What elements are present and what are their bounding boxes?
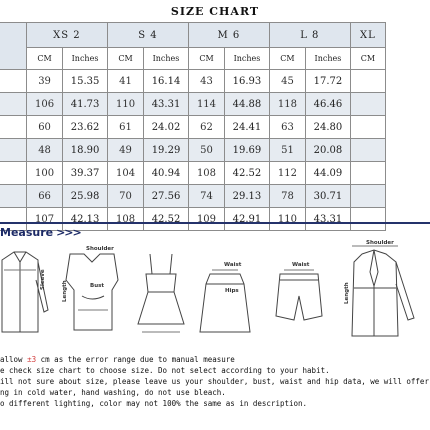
shirt-sketch-icon xyxy=(2,252,48,332)
inches-value: 42.52 xyxy=(225,162,270,185)
inches-value: 17.72 xyxy=(306,70,351,93)
skirt-sketch-icon xyxy=(200,270,250,332)
size-header: M 6 xyxy=(188,23,269,48)
cm-value: 118 xyxy=(269,93,305,116)
measurement-name xyxy=(0,139,26,162)
shoulder-label: Shoulder xyxy=(366,240,394,246)
cm-value: 62 xyxy=(188,116,224,139)
note-text: ill not sure about size, please leave us your shoulder, bust, waist and hip data, we will offer xyxy=(0,377,429,386)
note-text: o different lighting, color may not 100% the same as in description. xyxy=(0,399,308,408)
cm-value: 49 xyxy=(107,139,143,162)
inches-value: 44.88 xyxy=(225,93,270,116)
cm-value: 61 xyxy=(107,116,143,139)
note-line xyxy=(0,387,430,398)
cami-dress-sketch-icon xyxy=(138,254,184,332)
row-name-header xyxy=(0,23,26,70)
measurement-name xyxy=(0,162,26,185)
inches-value: 46.46 xyxy=(306,93,351,116)
cm-value: 48 xyxy=(26,139,62,162)
hips-label: Hips xyxy=(225,288,239,294)
unit-header-cm: CM xyxy=(188,48,224,70)
garment-sketches xyxy=(0,240,430,352)
cm-value: 106 xyxy=(26,93,62,116)
inches-value: 42.52 xyxy=(144,208,189,231)
measure-heading xyxy=(0,226,81,239)
cm-value: 108 xyxy=(188,162,224,185)
size-header: L 8 xyxy=(269,23,350,48)
length-label: Length xyxy=(344,282,350,304)
cm-value: 45 xyxy=(269,70,305,93)
cm-value: 60 xyxy=(26,116,62,139)
cm-value: 50 xyxy=(188,139,224,162)
cm-value: 104 xyxy=(107,162,143,185)
shoulder-label: Shoulder xyxy=(86,246,114,252)
note-highlight: ±3 xyxy=(27,355,37,364)
inches-value: 15.35 xyxy=(63,70,108,93)
shorts-sketch-icon xyxy=(276,270,322,320)
note-line xyxy=(0,376,430,387)
inches-value: 19.69 xyxy=(225,139,270,162)
cm-value: 74 xyxy=(188,185,224,208)
unit-header-inches: Inches xyxy=(306,48,351,70)
cm-value: 112 xyxy=(269,162,305,185)
inches-value: 23.62 xyxy=(63,116,108,139)
measurement-name xyxy=(0,116,26,139)
inches-value: 39.37 xyxy=(63,162,108,185)
length-label: Length xyxy=(62,280,68,302)
size-chart-table xyxy=(0,22,386,231)
inches-value: 43.31 xyxy=(144,93,189,116)
table-row xyxy=(0,185,386,208)
cm-value: 63 xyxy=(269,116,305,139)
unit-header-cm: CM xyxy=(26,48,62,70)
cm-value: 39 xyxy=(26,70,62,93)
measurement-name xyxy=(0,93,26,116)
inches-value: 24.80 xyxy=(306,116,351,139)
note-line xyxy=(0,398,430,409)
cm-value: 78 xyxy=(269,185,305,208)
cm-value: 51 xyxy=(269,139,305,162)
measure-title: Measure xyxy=(0,226,54,239)
inches-value: 20.08 xyxy=(306,139,351,162)
cm-value: 108 xyxy=(107,208,143,231)
unit-header-inches: Inches xyxy=(144,48,189,70)
cm-value: 109 xyxy=(188,208,224,231)
inches-value: 19.29 xyxy=(144,139,189,162)
size-header: XS 2 xyxy=(26,23,107,48)
table-row xyxy=(0,70,386,93)
inches-value: 27.56 xyxy=(144,185,189,208)
sleeve-label: Sleeve xyxy=(40,269,46,290)
inches-value: 42.13 xyxy=(63,208,108,231)
xl-cm-value xyxy=(350,93,385,116)
table-row xyxy=(0,139,386,162)
unit-header-cm: CM xyxy=(107,48,143,70)
cm-value: 110 xyxy=(269,208,305,231)
inches-value: 25.98 xyxy=(63,185,108,208)
unit-header-inches: Inches xyxy=(225,48,270,70)
inches-value: 29.13 xyxy=(225,185,270,208)
tank-top-sketch-icon xyxy=(66,254,118,330)
unit-header-inches: Inches xyxy=(63,48,108,70)
inches-value: 16.93 xyxy=(225,70,270,93)
note-text: cm as the error range due to manual measure xyxy=(36,355,235,364)
bust-label: Bust xyxy=(90,283,105,289)
inches-value: 30.71 xyxy=(306,185,351,208)
xl-cm-value xyxy=(350,139,385,162)
page-title: SIZE CHART xyxy=(170,5,260,18)
unit-header-cm: CM xyxy=(350,48,385,70)
inches-value: 24.02 xyxy=(144,116,189,139)
cm-value: 114 xyxy=(188,93,224,116)
inches-value: 41.73 xyxy=(63,93,108,116)
measurement-name xyxy=(0,70,26,93)
measurement-name xyxy=(0,185,26,208)
note-text: ng in cold water, hand washing, do not use bleach. xyxy=(0,388,226,397)
xl-cm-value xyxy=(350,185,385,208)
unit-header-row xyxy=(0,48,386,70)
inches-value: 16.14 xyxy=(144,70,189,93)
waist-label: Waist xyxy=(292,262,310,268)
cm-value: 43 xyxy=(188,70,224,93)
inches-value: 42.91 xyxy=(225,208,270,231)
cm-value: 70 xyxy=(107,185,143,208)
notes-list xyxy=(0,354,430,409)
triple-arrow-icon: >>> xyxy=(56,226,81,239)
measurement-illustrations xyxy=(0,240,430,352)
note-line xyxy=(0,354,430,365)
inches-value: 43.31 xyxy=(306,208,351,231)
cm-value: 41 xyxy=(107,70,143,93)
inches-value: 24.41 xyxy=(225,116,270,139)
note-text: e check size chart to choose size. Do not select according to your habit. xyxy=(0,366,330,375)
cm-value: 107 xyxy=(26,208,62,231)
coat-dress-sketch-icon xyxy=(352,246,414,336)
cm-value: 110 xyxy=(107,93,143,116)
note-text: allow xyxy=(0,355,28,364)
inches-value: 18.90 xyxy=(63,139,108,162)
note-line xyxy=(0,365,430,376)
inches-value: 44.09 xyxy=(306,162,351,185)
table-row xyxy=(0,116,386,139)
xl-cm-value xyxy=(350,162,385,185)
cm-value: 100 xyxy=(26,162,62,185)
cm-value: 66 xyxy=(26,185,62,208)
table-row xyxy=(0,162,386,185)
size-header: XL xyxy=(350,23,385,48)
xl-cm-value xyxy=(350,116,385,139)
unit-header-cm: CM xyxy=(269,48,305,70)
xl-cm-value xyxy=(350,70,385,93)
size-header-row xyxy=(0,23,386,48)
table-row xyxy=(0,93,386,116)
inches-value: 40.94 xyxy=(144,162,189,185)
waist-label: Waist xyxy=(224,262,242,268)
size-header: S 4 xyxy=(107,23,188,48)
